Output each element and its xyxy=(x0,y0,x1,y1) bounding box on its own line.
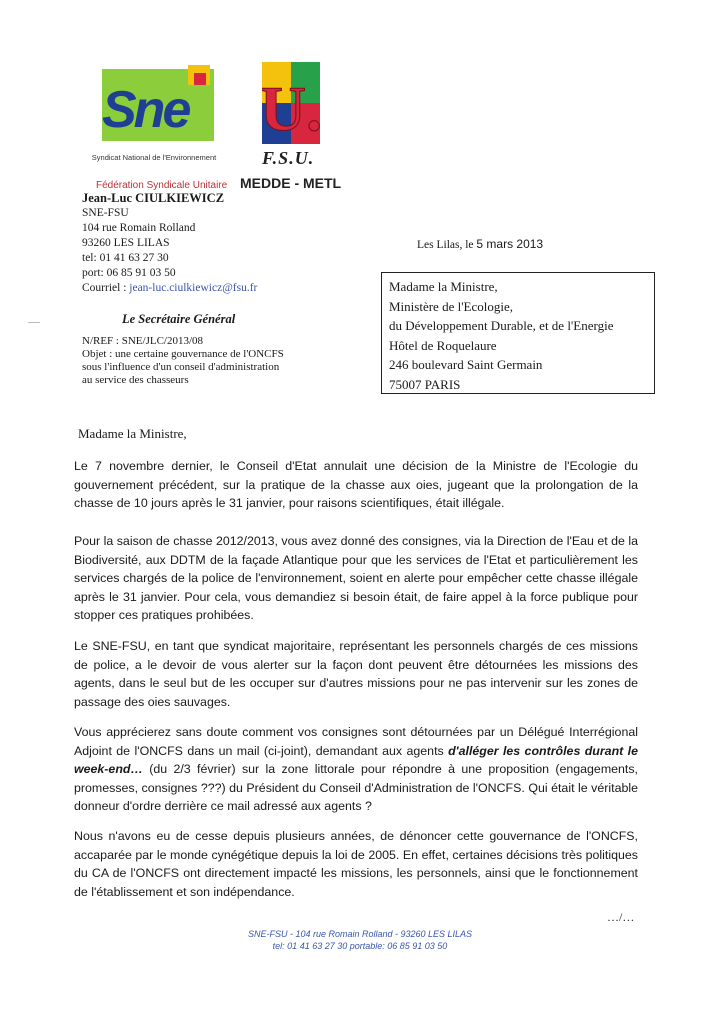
fsu-logo-letter: U. xyxy=(262,73,320,144)
sender-org: SNE-FSU xyxy=(82,207,129,219)
recipient-line: 246 boulevard Saint Germain xyxy=(389,357,543,372)
reference-number: N/REF : SNE/JLC/2013/08 xyxy=(82,335,204,347)
fsu-label: F.S.U. xyxy=(262,148,315,168)
p4-text-b: (du 2/3 février) sur la zone littorale pour répondre à une proposition (engagements, promesses, consignes ???) du Président du Conseil d'Administration de l'ONCFS. Qui était le véritable donneur d'ordre derrière ce mail adressé aux agents ? xyxy=(74,762,638,813)
sne-caption: Syndicat National de l'Environnement xyxy=(91,153,217,162)
p4-emphasis: d'alléger les contrôles durant le week-end… xyxy=(74,743,638,776)
sender-port: port: 06 85 91 03 50 xyxy=(82,267,176,279)
email-label: Courriel : xyxy=(82,282,130,294)
sender-name: Jean-Luc CIULKIEWICZ xyxy=(82,191,225,205)
body-paragraph-3: Le SNE-FSU, en tant que syndicat majoritaire, représentant les personnels chargés de ces missions de police, a le devoir de vous alerter sur la façon dont peuvent être détournées les missions des agents, dans le seul but de les occuper sur d'autres missions pour ne pas intervenir sur les zones de passage des oies sauvages. xyxy=(74,639,638,709)
email-link[interactable]: jean-luc.ciulkiewicz@fsu.fr xyxy=(129,282,258,294)
reference-block xyxy=(82,335,284,387)
body-paragraph-5: Nous n'avons eu de cesse depuis plusieurs années, de dénoncer cette gouvernance de l'ONCFS, accaparée par le monde cynégétique depuis la loi de 2005. En effet, certaines décisions très politiques du CA de l'ONCFS ont directement impacté les missions, les personnels, ainsi que le fonctionnement de l'établissement et son indépendance. xyxy=(74,829,638,899)
footer-phones: tel: 01 41 63 27 30 portable: 06 85 91 03 50 xyxy=(272,941,448,951)
subject-line-2: sous l'influence d'un conseil d'administration xyxy=(82,361,280,373)
body-paragraph-4 xyxy=(74,723,638,816)
subject-line-1: Objet : une certaine gouvernance de l'ONCFS xyxy=(82,348,284,360)
sender-email-line xyxy=(82,281,257,296)
continuation-mark: …/… xyxy=(607,910,635,924)
recipient-line: Hôtel de Roquelaure xyxy=(389,337,497,353)
subject-line-3: au service des chasseurs xyxy=(82,374,189,386)
medde-label: MEDDE - METL xyxy=(240,175,342,191)
sender-title: Le Secrétaire Général xyxy=(122,312,236,326)
body-paragraph-1: Le 7 novembre dernier, le Conseil d'Etat annulait une décision de la Ministre de l'Ecologie du gouvernement précédent, sur la pratique de la chasse aux oies, jugeant que la prolongation de la chasse de 10 jours après le 31 janvier, pour raisons scientifiques, était illégale. xyxy=(74,459,638,510)
recipient-line: Madame la Ministre, xyxy=(389,279,498,294)
sne-logo xyxy=(96,63,220,148)
letter-date xyxy=(417,237,543,251)
federation-label: Fédération Syndicale Unitaire xyxy=(96,180,228,191)
sender-street: 104 rue Romain Rolland xyxy=(82,222,196,234)
p4-text-a: Vous apprécierez sans doute comment vos consignes sont détournées par un Délégué Interrégional Adjoint de l'ONCFS dans un mail (ci-joint), demandant aux agents xyxy=(74,725,638,758)
recipient-line: 75007 PARIS xyxy=(389,376,461,392)
recipient-line: Ministère de l'Ecologie, xyxy=(389,298,514,314)
salutation: Madame la Ministre, xyxy=(78,426,187,441)
body-paragraph-2: Pour la saison de chasse 2012/2013, vous avez donné des consignes, via la Direction de l'Eau et de la Biodiversité, aux DDTM de la façade Atlantique pour que les services de l'Etat et particulièrement les services chargés de la police de l'environnement, soient en alerte pour empêcher cette chasse illégale après le 31 janvier. Pour cela, vous demandiez si besoin était, de faire appel à la force publique pour stopper ces pratiques prohibées. xyxy=(74,534,638,622)
recipient-line: du Développement Durable, et de l'Energie xyxy=(389,318,614,333)
date-value: 5 mars 2013 xyxy=(476,237,544,251)
recipient-address xyxy=(389,277,613,394)
date-prefix: Les Lilas, le xyxy=(417,239,477,251)
sne-logo-text: Sne xyxy=(102,81,189,139)
page-footer xyxy=(180,928,540,952)
margin-mark xyxy=(28,322,40,323)
sender-tel: tel: 01 41 63 27 30 xyxy=(82,252,169,264)
footer-address: SNE-FSU - 104 rue Romain Rolland - 93260 LES LILAS xyxy=(247,929,473,939)
sender-address xyxy=(82,206,257,296)
sender-city: 93260 LES LILAS xyxy=(82,237,170,249)
fsu-logo xyxy=(262,62,320,144)
